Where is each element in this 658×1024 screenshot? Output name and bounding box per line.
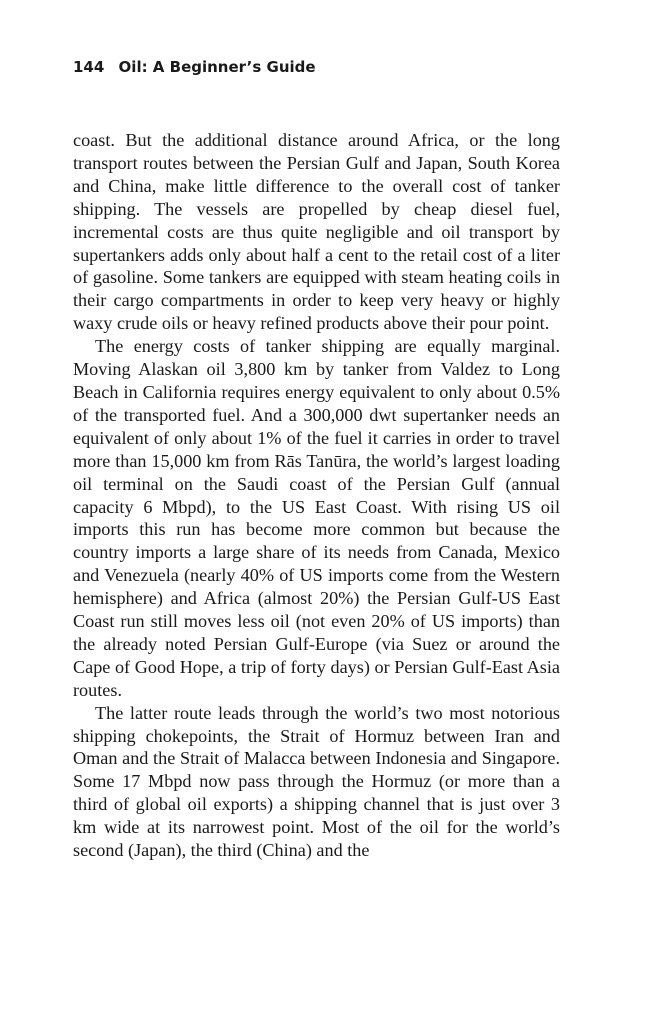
running-header bbox=[73, 58, 316, 76]
page-number: 144 bbox=[73, 58, 105, 76]
paragraph-2: The energy costs of tanker shipping are equally marginal. Moving Alaskan oil 3,800 km by tanker from Valdez to Long Beach in California requires energy equivalent to only about 0.5% of the transported fuel. And a 300,000 dwt supertanker needs an equivalent of only about 1% of the fuel it carries in order to travel more than 15,000 km from Rās Tanūra, the world’s largest loading oil terminal on the Saudi coast of the Persian Gulf (annual capacity 6 Mbpd), to the US East Coast. With rising US oil imports this run has become more common but because the country imports a large share of its needs from Canada, Mexico and Venezuela (nearly 40% of US imports come from the Western hemisphere) and Africa (almost 20%) the Persian Gulf-US East Coast run still moves less oil (not even 20% of US imports) than the already noted Persian Gulf-Europe (via Suez or around the Cape of Good Hope, a trip of forty days) or Persian Gulf-East Asia routes. bbox=[73, 336, 560, 700]
paragraph-1: coast. But the additional distance around Africa, or the long transport routes between the Persian Gulf and Japan, South Korea and China, make little difference to the overall cost of tanker shipping. The vessels are propelled by cheap diesel fuel, incremental costs are thus quite negligible and oil transport by supertankers adds only about half a cent to the retail cost of a liter of gasoline. Some tankers are equipped with steam heating coils in their cargo compartments in order to keep very heavy or highly waxy crude oils or heavy refined products above their pour point. bbox=[73, 130, 560, 334]
book-title: Oil: A Beginner’s Guide bbox=[118, 58, 316, 76]
paragraph-3: The latter route leads through the world’s two most notorious shipping chokepoints, the Strait of Hormuz between Iran and Oman and the Strait of Malacca between Indonesia and Singapore. Some 17 Mbpd now pass through the Hormuz (or more than a third of global oil exports) a shipping channel that is just over 3 km wide at its narrowest point. Most of the oil for the world’s second (Japan), the third (China) and the bbox=[73, 702, 560, 861]
body-text bbox=[73, 129, 560, 862]
